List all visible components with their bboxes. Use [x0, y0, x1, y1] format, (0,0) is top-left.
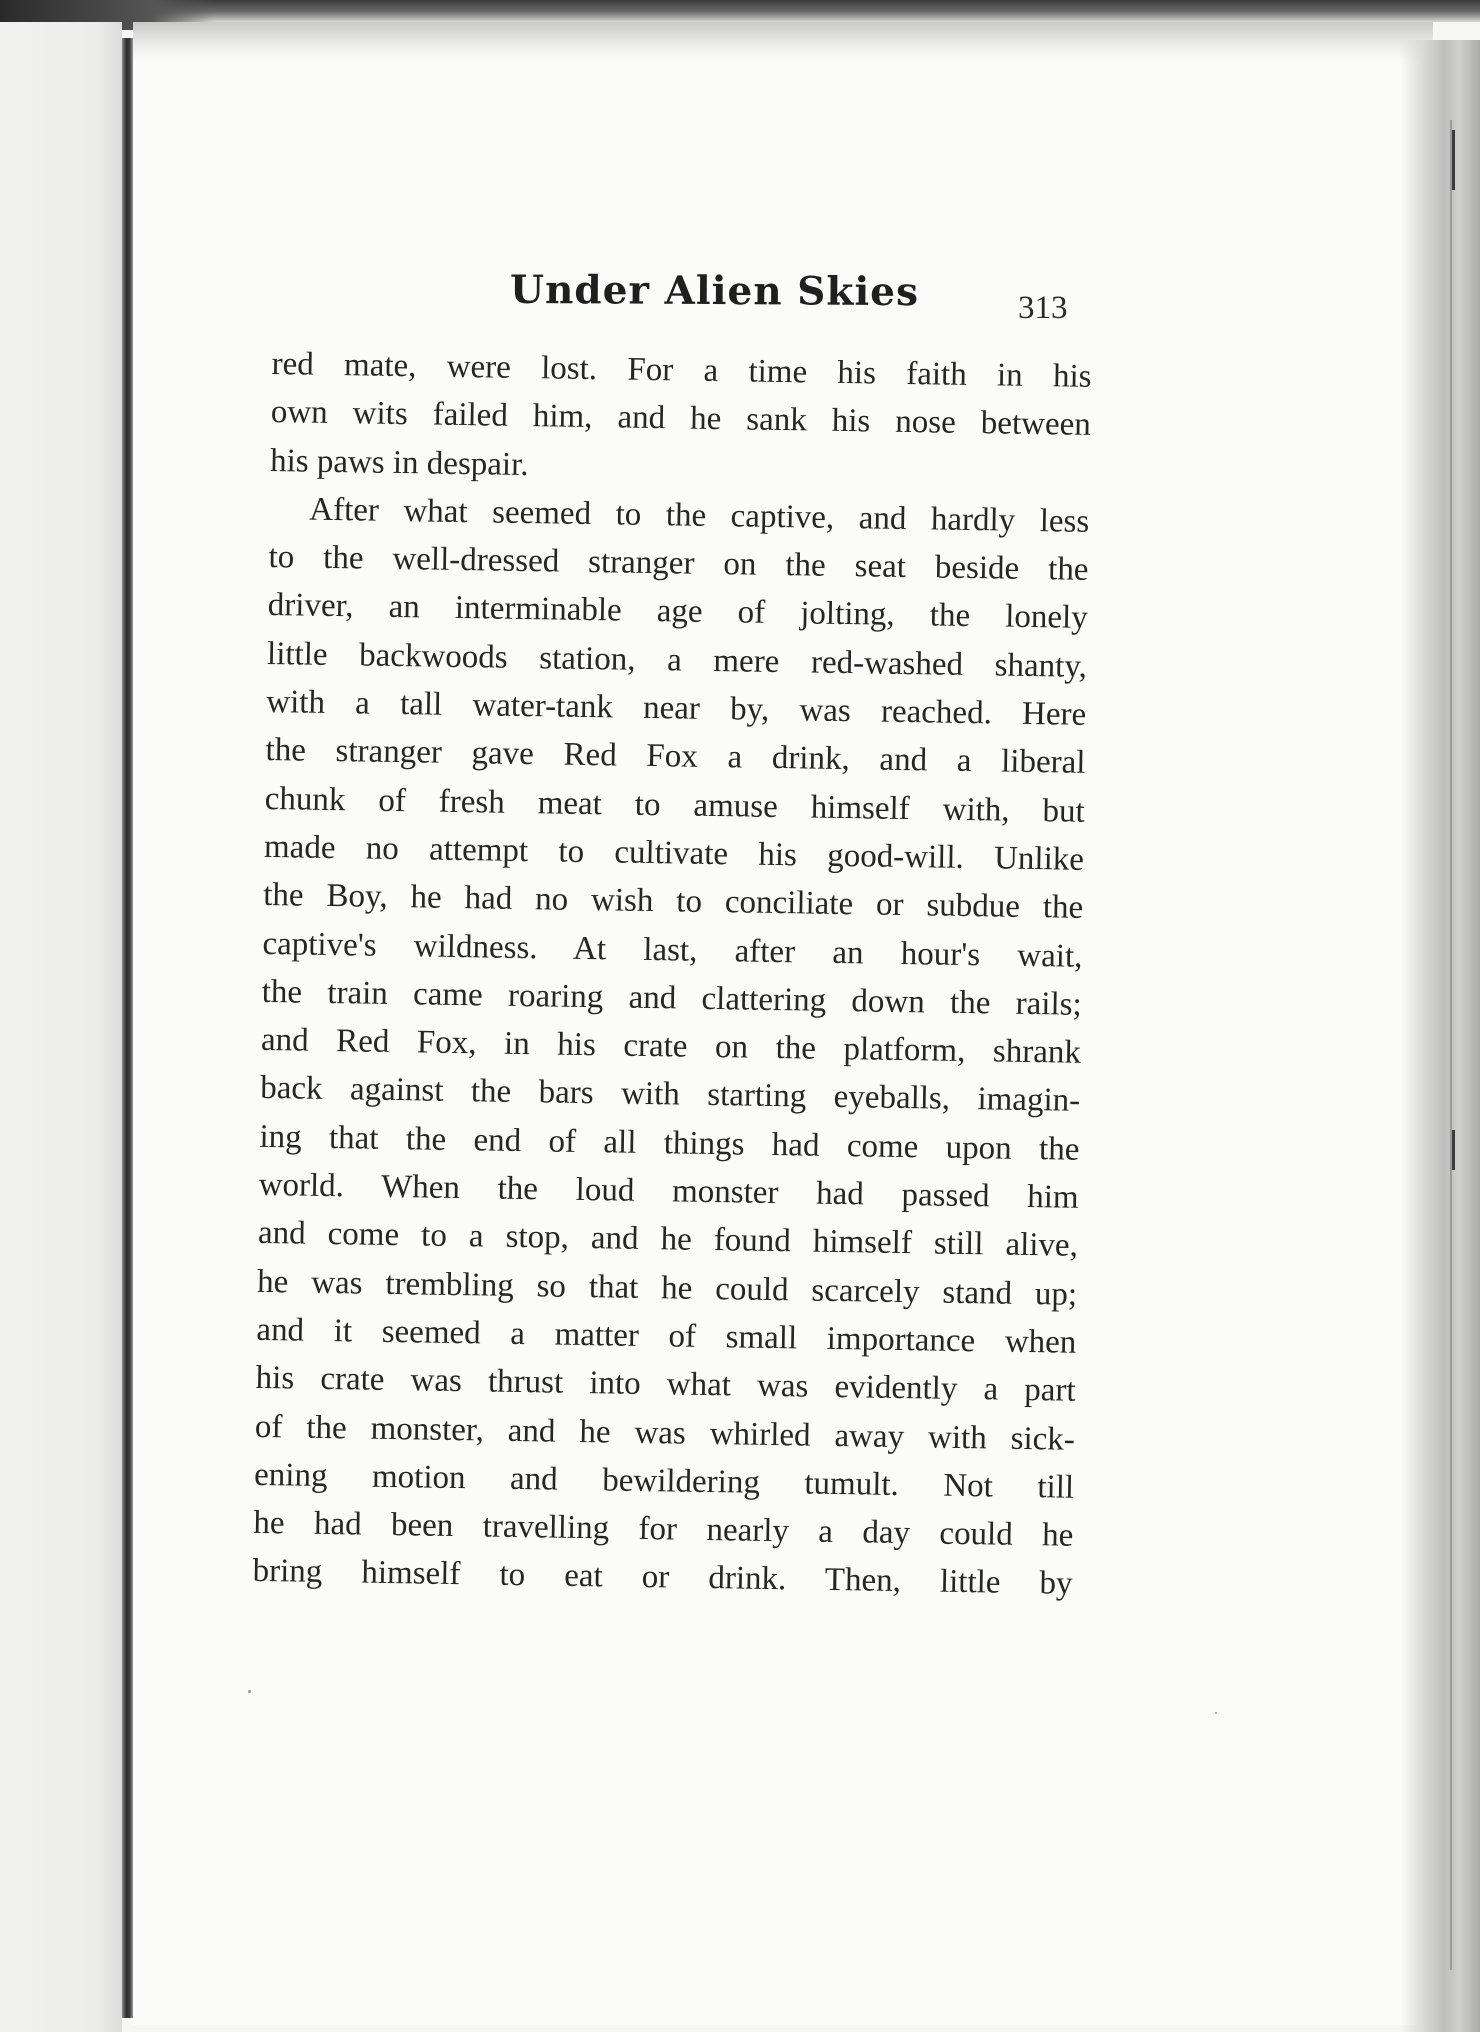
page-edge-mark — [1452, 1130, 1455, 1170]
paragraph-start-line: After what seemed to the captive, and hardly less — [309, 491, 1090, 540]
text-line: ing that the end of all things had come upon the — [259, 1118, 1080, 1168]
text-line: own wits failed him, and he sank his nose between — [270, 394, 1092, 444]
page-fore-edge-shadow — [1400, 40, 1480, 2032]
text-line: the stranger gave Red Fox a drink, and a liberal — [265, 732, 1086, 782]
text-line: he was trembling so that he could scarcely stand up; — [256, 1263, 1078, 1313]
paper-speck — [248, 1690, 251, 1693]
body-text — [252, 340, 1092, 1608]
page-top-shadow — [133, 22, 1433, 62]
text-line: the Boy, he had no wish to conciliate or subdue the — [262, 877, 1084, 927]
text-line: and Red Fox, in his crate on the platform, shrank — [260, 1022, 1082, 1071]
text-line: and it seemed a matter of small importance when — [256, 1311, 1077, 1361]
text-line: his paws in despair. — [269, 442, 529, 483]
text-line: little backwoods station, a mere red-washed shanty, — [266, 635, 1088, 685]
text-line: and come to a stop, and he found himself still alive, — [257, 1215, 1079, 1265]
book-spine-gutter — [122, 38, 133, 2018]
paper-speck — [1215, 1712, 1217, 1714]
text-line: red mate, were lost. For a time his faith in his — [271, 345, 1092, 395]
text-line: driver, an interminable age of jolting, the lonely — [267, 587, 1089, 637]
page-number: 313 — [1018, 290, 1068, 326]
text-line: made no attempt to cultivate his good-will. Unlike — [263, 828, 1085, 878]
text-line: bring himself to eat or drink. Then, little by — [252, 1553, 1073, 1603]
page-edge-mark — [1452, 130, 1455, 190]
running-title: Under Alien Skies — [509, 266, 920, 316]
page-fore-edge-line — [1450, 120, 1452, 1970]
scan-top-border — [0, 0, 1480, 22]
text-line: world. When the loud monster had passed him — [258, 1166, 1079, 1216]
text-line: captive's wildness. At last, after an hour's wait, — [262, 925, 1083, 975]
text-line: he had been travelling for nearly a day could he — [253, 1504, 1074, 1554]
text-line: back against the bars with starting eyeballs, imagin- — [259, 1070, 1081, 1120]
text-line: chunk of fresh meat to amuse himself with, but — [264, 780, 1085, 830]
left-page-edge — [0, 22, 122, 2032]
text-line: with a tall water-tank near by, was reached. Here — [266, 684, 1087, 733]
text-line: his crate was thrust into what was evidently a part — [255, 1360, 1076, 1409]
text-line: the train came roaring and clattering down the rails; — [261, 973, 1082, 1023]
text-line: of the monster, and he was whirled away with sick- — [254, 1408, 1076, 1458]
text-line: to the well-dressed stranger on the seat beside the — [268, 539, 1089, 589]
text-line: ening motion and bewildering tumult. Not till — [253, 1456, 1075, 1506]
